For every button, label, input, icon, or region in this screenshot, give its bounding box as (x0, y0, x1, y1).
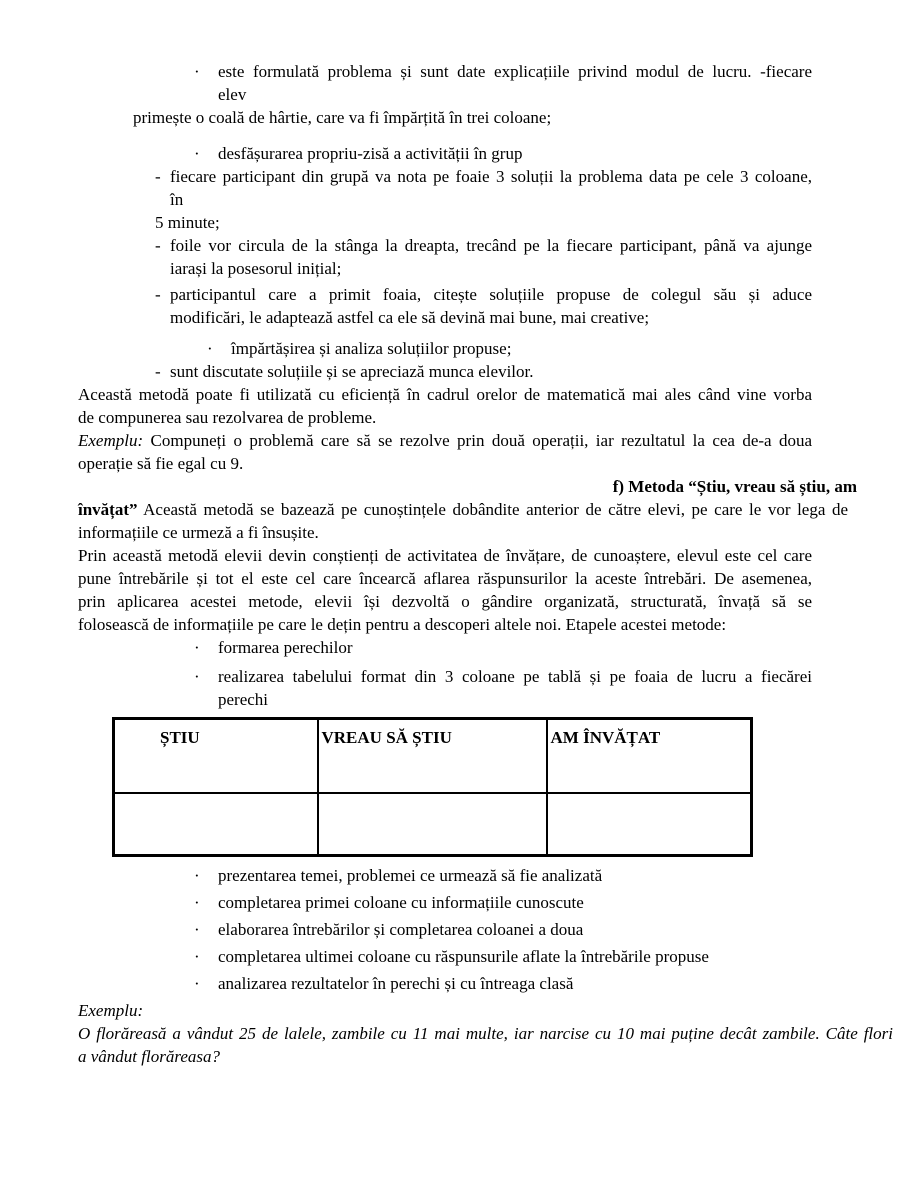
table-row (114, 793, 752, 856)
bullet-item (194, 891, 812, 914)
text-line: prezentarea temei, problemei ce urmează să fie analizată (218, 866, 603, 885)
bullet-item (194, 60, 812, 83)
text-line: Această metodă se bazează pe cunoștințele dobândite anterior de către elevi, pe care le vor lega de (143, 500, 849, 519)
text-line: Compuneți o problemă care să se rezolve prin două operații, iar rezultatul la cea de-a doua (150, 431, 813, 450)
text-line: perechi (218, 690, 269, 709)
bullet-icon: · (194, 920, 200, 939)
text-line: primește o coală de hârtie, care va fi împărțită în trei coloane; (133, 108, 552, 127)
text-line: sunt discutate soluțiile și se apreciază munca elevilor. (170, 362, 534, 381)
dash-item (155, 360, 812, 383)
section-heading: f) Metoda “Știu, vreau să știu, am (612, 477, 857, 496)
dash-icon: - (155, 236, 161, 255)
paragraph-line: folosească de informațiile pe care le dețin pentru a descoperi altele noi. Etapele acestei metode: (78, 615, 727, 634)
text-line: elev (218, 85, 247, 104)
text-line: operație să fie egal cu 9. (78, 454, 244, 473)
text-line: elaborarea întrebărilor și completarea coloanei a doua (218, 920, 584, 939)
bullet-item (194, 972, 812, 995)
heading-continuation: învățat” (78, 500, 138, 519)
paragraph-line: de compunerea sau rezolvarea de probleme. (78, 408, 377, 427)
text-line: iarași la posesorul inițial; (170, 259, 342, 278)
paragraph-line: pune întrebările și tot el este cel care încearcă aflarea răspunsurilor la aceste întrebări. De asemenea, (78, 569, 812, 588)
table-cell-empty (114, 793, 318, 856)
example-line: O florăreasă a vândut 25 de lalele, zambile cu 11 mai multe, iar narcise cu 10 mai puține decât zambile. Câte flori (78, 1024, 893, 1043)
bullet-item (194, 665, 812, 688)
dash-icon: - (155, 362, 161, 381)
text-line: foile vor circula de la stânga la dreapta, trecând pe la fiecare participant, până va ajunge (170, 236, 812, 255)
example-line: a vândut florăreasa? (78, 1047, 220, 1066)
text-line: modificări, le adaptează astfel ca ele să devină mai bune, mai creative; (170, 308, 650, 327)
paragraph-line: informațiile ce urmeză a fi însușite. (78, 523, 319, 542)
text-line: desfășurarea propriu-zisă a activității în grup (218, 144, 523, 163)
table-header-vreau-sa-stiu: VREAU SĂ ȘTIU (318, 719, 547, 794)
bullet-item (194, 945, 812, 968)
bullet-item (194, 864, 812, 887)
bullet-icon: · (207, 339, 213, 358)
bullet-item (194, 142, 812, 165)
table-cell-empty (318, 793, 547, 856)
table-header-am-invatat: AM ÎNVĂȚAT (547, 719, 752, 794)
dash-item (155, 165, 812, 188)
bullet-item (194, 918, 812, 941)
dash-item (155, 234, 812, 257)
example-label: Exemplu: (78, 431, 144, 450)
bullet-icon: · (194, 947, 200, 966)
text-line: în (170, 190, 184, 209)
paragraph-line: Această metodă poate fi utilizată cu eficiență în cadrul orelor de matematică mai ales când vine vorba (78, 385, 812, 404)
bullet-item (194, 636, 812, 659)
text-line: completarea primei coloane cu informațiile cunoscute (218, 893, 584, 912)
table-cell-empty (547, 793, 752, 856)
example-paragraph (78, 429, 812, 452)
paragraph-line: Prin această metodă elevii devin conștienți de activitatea de învățare, de cunoaștere, elevul este cel care (78, 546, 812, 565)
text-line: fiecare participant din grupă va nota pe foaie 3 soluții la problema data pe cele 3 coloane, (170, 167, 812, 186)
dash-icon: - (155, 167, 161, 186)
text-line: completarea ultimei coloane cu răspunsurile aflate la întrebările propuse (218, 947, 709, 966)
dash-item (155, 283, 812, 306)
text-line: analizarea rezultatelor în perechi și cu întreaga clasă (218, 974, 574, 993)
bullet-item (207, 337, 812, 360)
dash-icon: - (155, 285, 161, 304)
paragraph-line (78, 498, 848, 521)
text-line: este formulată problema și sunt date explicațiile privind modul de lucru. -fiecare (218, 62, 812, 81)
bullet-icon: · (194, 667, 200, 686)
bullet-icon: · (194, 866, 200, 885)
text-line: realizarea tabelului format din 3 coloane pe tablă și pe foaia de lucru a fiecărei (218, 667, 812, 686)
bullet-icon: · (194, 638, 200, 657)
example-label: Exemplu: (78, 1001, 144, 1020)
text-line: participantul care a primit foaia, citește soluțiile propuse de colegul său și aduce (170, 285, 812, 304)
text-line: împărtășirea și analiza soluțiilor propuse; (231, 339, 512, 358)
bullet-icon: · (194, 893, 200, 912)
table-header-stiu: ȘTIU (114, 719, 318, 794)
table-header-row (114, 719, 752, 794)
kwl-table (112, 717, 753, 857)
text-line: 5 minute; (155, 213, 220, 232)
bullet-icon: · (194, 974, 200, 993)
bullet-icon: · (194, 62, 200, 81)
paragraph-line: prin aplicarea acestei metode, elevii își dezvoltă o gândire organizată, structurată, învață să se (78, 592, 812, 611)
bullet-icon: · (194, 144, 200, 163)
text-line: formarea perechilor (218, 638, 353, 657)
